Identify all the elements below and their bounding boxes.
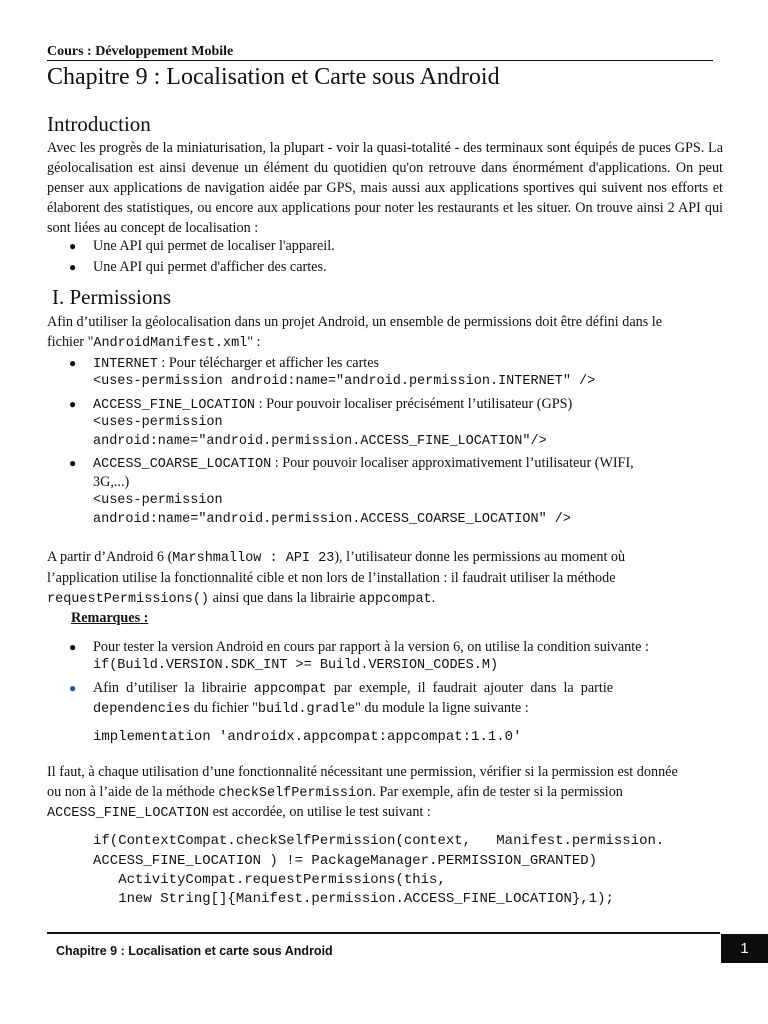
- intro-heading: Introduction: [47, 112, 151, 136]
- bullet-icon: ●: [69, 640, 77, 654]
- bullet-icon: ●: [69, 681, 77, 695]
- android6-line-3: requestPermissions() ainsi que dans la librairie appcompat.: [47, 590, 436, 607]
- permission-fine-location-code-1: <uses-permission: [93, 415, 223, 430]
- permissions-intro-line-2: fichier "AndroidManifest.xml" :: [47, 334, 261, 351]
- page-number-badge: 1: [721, 934, 768, 963]
- remark-2-line-2: dependencies du fichier "build.gradle" du module la ligne suivante :: [93, 700, 529, 717]
- permission-coarse-location-cont: 3G,...): [93, 474, 130, 490]
- remarks-title: Remarques :: [71, 610, 149, 626]
- bullet-icon: ●: [69, 239, 77, 253]
- check-line-1: Il faut, à chaque utilisation d’une fonctionnalité nécessitant une permission, vérifier si la permission est donnée: [47, 764, 678, 780]
- permissions-heading: I. Permissions: [52, 285, 172, 309]
- check-line-3: ACCESS_FINE_LOCATION est accordée, on utilise le test suivant :: [47, 804, 431, 821]
- check-code-line-2: ACCESS_FINE_LOCATION ) != PackageManager.PERMISSION_GRANTED): [93, 853, 598, 869]
- intro-bullet-1: Une API qui permet de localiser l'appareil.: [93, 238, 335, 254]
- permission-coarse-location: ACCESS_COARSE_LOCATION : Pour pouvoir localiser approximativement l’utilisateur (WIFI,: [93, 455, 634, 472]
- course-header: Cours : Développement Mobile: [47, 44, 713, 61]
- footer-divider: [47, 932, 720, 934]
- bullet-icon: ●: [69, 260, 77, 274]
- android6-line-2: l’application utilise la fonctionnalité cible et non lors de l’installation : il faudrait utiliser la méthode: [47, 570, 616, 586]
- remark-2-code: implementation 'androidx.appcompat:appcompat:1.1.0': [93, 729, 522, 745]
- footer-chapter-label: Chapitre 9 : Localisation et carte sous Android: [56, 944, 333, 958]
- remark-1-text: Pour tester la version Android en cours par rapport à la version 6, on utilise la condition suivante :: [93, 639, 649, 655]
- remark-1-code: if(Build.VERSION.SDK_INT >= Build.VERSION_CODES.M): [93, 658, 499, 673]
- check-line-2: ou non à l’aide de la méthode checkSelfPermission. Par exemple, afin de tester si la permission: [47, 784, 623, 801]
- permissions-intro-line-1: Afin d’utiliser la géolocalisation dans un projet Android, un ensemble de permissions doit être défini dans le: [47, 314, 663, 330]
- check-code-line-4: 1new String[]{Manifest.permission.ACCESS_FINE_LOCATION},1);: [93, 891, 614, 907]
- permission-coarse-location-code-2: android:name="android.permission.ACCESS_COARSE_LOCATION" />: [93, 512, 571, 527]
- check-code-line-1: if(ContextCompat.checkSelfPermission(context, Manifest.permission.: [93, 833, 665, 849]
- permission-coarse-location-code-1: <uses-permission: [93, 493, 223, 508]
- remark-2-line-1: Afin d’utiliser la librairie appcompat par exemple, il faudrait ajouter dans la partie: [93, 680, 614, 697]
- bullet-icon: ●: [69, 356, 77, 370]
- permission-fine-location: ACCESS_FINE_LOCATION : Pour pouvoir localiser précisément l’utilisateur (GPS): [93, 396, 573, 413]
- permission-fine-location-code-2: android:name="android.permission.ACCESS_FINE_LOCATION"/>: [93, 434, 547, 449]
- chapter-title: Chapitre 9 : Localisation et Carte sous Android: [47, 64, 500, 90]
- intro-bullet-2: Une API qui permet d'afficher des cartes.: [93, 259, 327, 275]
- intro-paragraph: Avec les progrès de la miniaturisation, la plupart - voir la quasi-totalité - des terminaux sont équipés de puces GPS. La géolocalisation est ainsi devenue un élément du quotidien qu'on retrouve dans énormément d'applications. On peut penser aux applications de navigation aidée par GPS, mais aussi aux applications sportives qui suivent nos efforts et élaborent des statistiques, ou encore aux applications pour noter les restaurants et les situer. On trouve ainsi 2 API qui sont liées au concept de localisation :: [47, 140, 723, 236]
- check-code-line-3: ActivityCompat.requestPermissions(this,: [93, 872, 446, 888]
- bullet-icon: ●: [69, 456, 77, 470]
- android6-line-1: A partir d’Android 6 (Marshmallow : API 23), l’utilisateur donne les permissions au moment où: [47, 549, 626, 566]
- bullet-icon: ●: [69, 397, 77, 411]
- permission-internet: INTERNET : Pour télécharger et afficher les cartes: [93, 355, 380, 372]
- permission-internet-code: <uses-permission android:name="android.permission.INTERNET" />: [93, 374, 596, 389]
